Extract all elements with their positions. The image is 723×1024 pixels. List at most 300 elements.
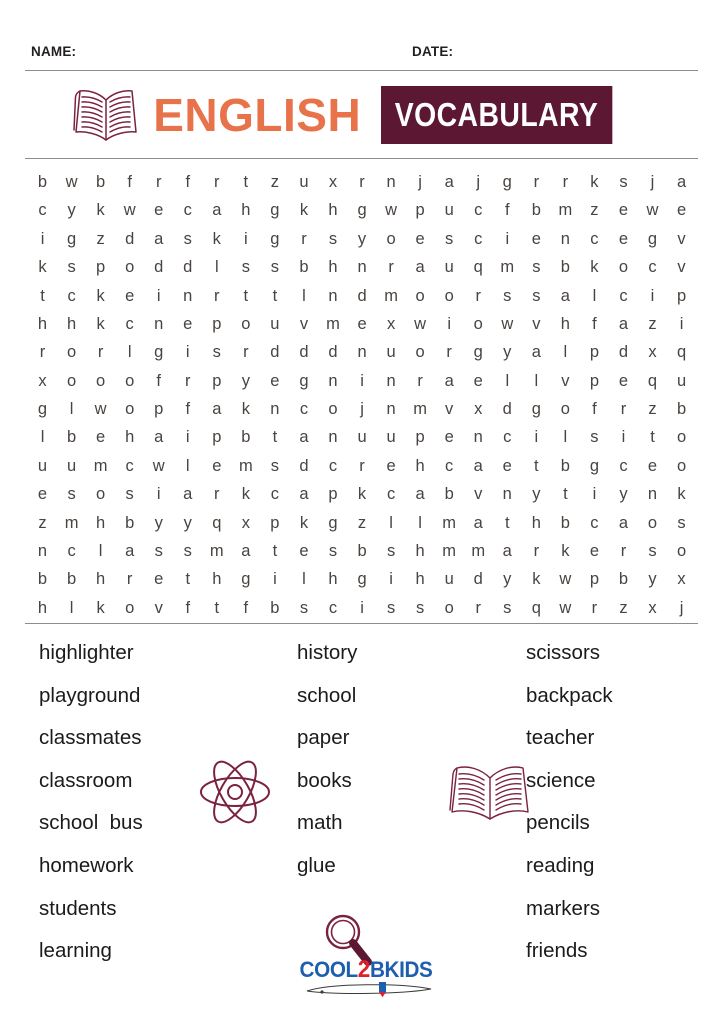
grid-letter[interactable]: t — [243, 286, 249, 305]
grid-letter[interactable]: u — [357, 428, 367, 447]
grid-letter[interactable]: t — [185, 570, 191, 589]
grid-letter[interactable]: c — [474, 229, 483, 248]
grid-letter[interactable]: g — [647, 229, 658, 248]
grid-letter[interactable]: r — [126, 570, 133, 589]
grid-letter[interactable]: o — [241, 314, 251, 333]
grid-letter[interactable]: o — [125, 598, 135, 617]
grid-letter[interactable]: m — [209, 542, 224, 561]
grid-letter[interactable]: r — [620, 400, 627, 419]
grid-letter[interactable]: l — [214, 258, 219, 277]
grid-letter[interactable]: m — [500, 258, 515, 277]
grid-letter[interactable]: r — [39, 343, 46, 362]
grid-letter[interactable]: d — [154, 258, 164, 277]
grid-letter[interactable]: z — [648, 400, 657, 419]
grid-letter[interactable]: e — [618, 229, 629, 248]
grid-letter[interactable]: z — [357, 513, 367, 532]
grid-letter[interactable]: p — [212, 314, 222, 333]
grid-letter[interactable]: t — [563, 485, 568, 504]
grid-letter[interactable]: s — [270, 456, 280, 475]
grid-letter[interactable]: h — [96, 570, 106, 589]
grid-letter[interactable]: a — [299, 428, 309, 447]
grid-letter[interactable]: x — [474, 400, 483, 419]
grid-letter[interactable]: o — [415, 286, 425, 305]
grid-letter[interactable]: c — [125, 456, 134, 475]
grid-letter[interactable]: s — [125, 485, 134, 504]
grid-letter[interactable]: x — [38, 371, 47, 390]
grid-letter[interactable]: w — [559, 598, 572, 617]
word-list-item[interactable]: math — [297, 811, 343, 835]
grid-letter[interactable]: r — [562, 172, 569, 191]
word-list-item[interactable]: homework — [39, 853, 134, 877]
grid-letter[interactable]: b — [531, 201, 541, 220]
grid-letter[interactable]: b — [299, 258, 309, 277]
grid-letter[interactable]: o — [618, 258, 629, 277]
grid-letter[interactable]: o — [415, 343, 425, 362]
grid-letter[interactable]: f — [185, 400, 191, 419]
grid-letter[interactable]: s — [386, 542, 396, 561]
grid-letter[interactable]: h — [66, 314, 77, 333]
grid-letter[interactable]: w — [559, 570, 572, 589]
grid-letter[interactable]: s — [416, 598, 425, 617]
grid-letter[interactable]: q — [676, 343, 687, 362]
grid-letter[interactable]: b — [96, 172, 106, 191]
grid-letter[interactable]: x — [677, 570, 686, 589]
word-list-item[interactable]: pencils — [526, 811, 590, 835]
grid-letter[interactable]: l — [98, 542, 103, 561]
grid-letter[interactable]: o — [125, 400, 135, 419]
grid-letter[interactable]: b — [37, 172, 48, 191]
grid-letter[interactable]: x — [648, 598, 657, 617]
word-list-item[interactable]: school bus — [39, 811, 143, 835]
grid-letter[interactable]: i — [592, 485, 597, 504]
grid-letter[interactable]: t — [272, 542, 278, 561]
grid-letter[interactable]: l — [302, 286, 306, 305]
grid-letter[interactable]: g — [502, 172, 512, 191]
grid-letter[interactable]: m — [326, 314, 340, 333]
grid-letter[interactable]: b — [357, 542, 367, 561]
grid-letter[interactable]: s — [503, 598, 512, 617]
grid-letter[interactable]: e — [386, 456, 396, 475]
grid-letter[interactable]: q — [647, 371, 658, 390]
grid-letter[interactable]: k — [96, 314, 105, 333]
grid-letter[interactable]: l — [389, 513, 393, 532]
grid-letter[interactable]: c — [445, 456, 454, 475]
grid-letter[interactable]: l — [592, 286, 597, 305]
grid-letter[interactable]: y — [619, 485, 628, 504]
grid-letter[interactable]: r — [155, 172, 162, 191]
grid-letter[interactable]: e — [444, 428, 454, 447]
word-list-item[interactable]: classmates — [39, 726, 142, 750]
grid-letter[interactable]: j — [476, 172, 481, 191]
grid-letter[interactable]: v — [561, 371, 570, 390]
grid-letter[interactable]: s — [270, 258, 280, 277]
grid-letter[interactable]: k — [96, 286, 105, 305]
grid-letter[interactable]: f — [504, 201, 510, 220]
word-list-item[interactable]: history — [297, 641, 358, 664]
grid-letter[interactable]: x — [648, 343, 657, 362]
grid-letter[interactable]: c — [38, 201, 47, 220]
grid-letter[interactable]: a — [531, 343, 541, 362]
grid-letter[interactable]: l — [127, 343, 132, 362]
grid-letter[interactable]: d — [618, 343, 629, 362]
grid-letter[interactable]: a — [444, 172, 454, 191]
grid-letter[interactable]: h — [37, 314, 48, 333]
grid-letter[interactable]: y — [67, 201, 76, 220]
grid-letter[interactable]: y — [503, 570, 512, 589]
grid-letter[interactable]: c — [386, 485, 396, 504]
grid-letter[interactable]: w — [646, 201, 659, 220]
grid-letter[interactable]: a — [212, 400, 222, 419]
grid-letter[interactable]: h — [241, 201, 251, 220]
grid-letter[interactable]: u — [37, 456, 48, 475]
grid-letter[interactable]: a — [241, 542, 251, 561]
grid-letter[interactable]: b — [37, 570, 48, 589]
grid-letter[interactable]: s — [183, 229, 192, 248]
grid-letter[interactable]: g — [66, 229, 77, 248]
grid-letter[interactable]: h — [328, 570, 338, 589]
grid-letter[interactable]: a — [676, 172, 687, 191]
grid-letter[interactable]: s — [154, 542, 163, 561]
grid-letter[interactable]: i — [244, 229, 248, 248]
grid-letter[interactable]: c — [619, 456, 628, 475]
grid-letter[interactable]: y — [154, 513, 163, 532]
grid-letter[interactable]: h — [328, 201, 338, 220]
grid-letter[interactable]: c — [328, 598, 338, 617]
grid-letter[interactable]: i — [650, 286, 655, 305]
grid-letter[interactable]: d — [183, 258, 193, 277]
grid-letter[interactable]: r — [446, 343, 452, 362]
grid-letter[interactable]: s — [241, 258, 250, 277]
grid-letter[interactable]: p — [589, 343, 599, 362]
grid-letter[interactable]: n — [560, 229, 570, 248]
grid-letter[interactable]: f — [243, 598, 249, 617]
grid-letter[interactable]: n — [357, 343, 367, 362]
grid-letter[interactable]: j — [650, 172, 655, 191]
grid-letter[interactable]: u — [386, 343, 396, 362]
grid-letter[interactable]: m — [413, 400, 427, 419]
word-list-item[interactable]: highlighter — [39, 641, 134, 664]
grid-letter[interactable]: n — [37, 542, 48, 561]
grid-letter[interactable]: k — [357, 485, 367, 504]
grid-letter[interactable]: i — [185, 428, 190, 447]
grid-letter[interactable]: i — [40, 229, 45, 248]
grid-letter[interactable]: b — [676, 400, 687, 419]
grid-letter[interactable]: c — [67, 286, 76, 305]
grid-letter[interactable]: k — [677, 485, 686, 504]
grid-letter[interactable]: n — [647, 485, 658, 504]
grid-letter[interactable]: n — [328, 428, 338, 447]
grid-letter[interactable]: l — [302, 570, 306, 589]
grid-letter[interactable]: h — [328, 258, 338, 277]
grid-letter[interactable]: i — [447, 314, 452, 333]
grid-letter[interactable]: a — [212, 201, 222, 220]
grid-letter[interactable]: z — [590, 201, 599, 220]
grid-letter[interactable]: d — [473, 570, 483, 589]
grid-letter[interactable]: e — [502, 456, 512, 475]
grid-letter[interactable]: n — [386, 172, 396, 191]
grid-letter[interactable]: b — [125, 513, 135, 532]
grid-letter[interactable]: h — [531, 513, 541, 532]
grid-letter[interactable]: r — [417, 371, 423, 390]
grid-letter[interactable]: g — [270, 201, 280, 220]
grid-letter[interactable]: e — [676, 201, 687, 220]
grid-letter[interactable]: x — [328, 172, 338, 191]
grid-letter[interactable]: n — [328, 371, 338, 390]
grid-letter[interactable]: m — [442, 513, 457, 532]
grid-letter[interactable]: m — [471, 542, 486, 561]
word-list-item[interactable]: classroom — [39, 768, 133, 792]
grid-letter[interactable]: k — [212, 229, 221, 248]
grid-letter[interactable]: g — [473, 343, 483, 362]
grid-letter[interactable]: f — [592, 400, 597, 419]
grid-letter[interactable]: o — [66, 371, 77, 390]
grid-letter[interactable]: s — [328, 229, 338, 248]
grid-letter[interactable]: o — [647, 513, 658, 532]
grid-letter[interactable]: u — [444, 258, 454, 277]
grid-letter[interactable]: u — [270, 314, 280, 333]
grid-letter[interactable]: p — [589, 570, 599, 589]
grid-letter[interactable]: t — [650, 428, 655, 447]
grid-letter[interactable]: u — [299, 172, 309, 191]
grid-letter[interactable]: g — [328, 513, 338, 532]
grid-letter[interactable]: x — [386, 314, 396, 333]
site-logo[interactable] — [291, 958, 441, 1000]
grid-letter[interactable]: p — [96, 258, 106, 277]
grid-letter[interactable]: i — [389, 570, 393, 589]
word-list-item[interactable]: playground — [39, 683, 141, 707]
grid-letter[interactable]: e — [125, 286, 135, 305]
grid-letter[interactable]: e — [183, 314, 193, 333]
grid-letter[interactable]: e — [647, 456, 658, 475]
grid-letter[interactable]: e — [154, 201, 164, 220]
grid-letter[interactable]: m — [93, 456, 108, 475]
grid-letter[interactable]: b — [618, 570, 629, 589]
word-list-item[interactable]: glue — [297, 853, 336, 877]
grid-letter[interactable]: o — [676, 428, 687, 447]
grid-letter[interactable]: f — [185, 598, 191, 617]
grid-letter[interactable]: s — [212, 343, 221, 362]
grid-letter[interactable]: k — [96, 598, 105, 617]
grid-letter[interactable]: h — [96, 513, 106, 532]
word-list-item[interactable]: students — [39, 896, 117, 920]
grid-letter[interactable]: a — [154, 229, 164, 248]
grid-letter[interactable]: v — [474, 485, 483, 504]
grid-letter[interactable]: r — [214, 172, 220, 191]
grid-letter[interactable]: o — [473, 314, 483, 333]
grid-letter[interactable]: j — [360, 400, 364, 419]
grid-letter[interactable]: b — [560, 513, 570, 532]
grid-letter[interactable]: n — [270, 400, 280, 419]
grid-letter[interactable]: o — [328, 400, 338, 419]
grid-letter[interactable]: q — [212, 513, 222, 532]
grid-letter[interactable]: p — [270, 513, 280, 532]
grid-letter[interactable]: c — [590, 513, 599, 532]
grid-letter[interactable]: f — [127, 172, 132, 191]
grid-letter[interactable]: k — [38, 258, 47, 277]
grid-letter[interactable]: v — [677, 258, 686, 277]
grid-letter[interactable]: o — [125, 258, 135, 277]
grid-letter[interactable]: v — [299, 314, 309, 333]
grid-letter[interactable]: e — [37, 485, 48, 504]
grid-letter[interactable]: c — [270, 485, 280, 504]
grid-letter[interactable]: g — [357, 570, 367, 589]
grid-letter[interactable]: n — [473, 428, 483, 447]
grid-letter[interactable]: w — [385, 201, 398, 220]
grid-letter[interactable]: a — [183, 485, 193, 504]
grid-letter[interactable]: o — [444, 286, 454, 305]
word-list-item[interactable]: backpack — [526, 683, 613, 707]
grid-letter[interactable]: f — [185, 172, 191, 191]
grid-letter[interactable]: r — [359, 172, 365, 191]
grid-letter[interactable]: e — [212, 456, 222, 475]
grid-letter[interactable]: a — [473, 456, 483, 475]
grid-letter[interactable]: u — [444, 201, 454, 220]
grid-letter[interactable]: s — [590, 428, 599, 447]
grid-letter[interactable]: g — [270, 229, 280, 248]
grid-letter[interactable]: x — [241, 513, 250, 532]
grid-letter[interactable]: c — [125, 314, 134, 333]
word-list-item[interactable]: teacher — [526, 726, 595, 750]
grid-letter[interactable]: q — [531, 598, 541, 617]
grid-letter[interactable]: r — [533, 172, 540, 191]
grid-letter[interactable]: g — [531, 400, 541, 419]
grid-letter[interactable]: s — [677, 513, 686, 532]
grid-letter[interactable]: d — [270, 343, 280, 362]
grid-letter[interactable]: e — [473, 371, 483, 390]
grid-letter[interactable]: y — [183, 513, 192, 532]
grid-letter[interactable]: u — [676, 371, 687, 390]
grid-letter[interactable]: s — [386, 598, 396, 617]
grid-letter[interactable]: u — [66, 456, 77, 475]
grid-letter[interactable]: h — [37, 598, 48, 617]
grid-letter[interactable]: m — [442, 542, 457, 561]
grid-letter[interactable]: a — [444, 371, 454, 390]
grid-letter[interactable]: o — [676, 542, 687, 561]
grid-letter[interactable]: r — [359, 456, 365, 475]
grid-letter[interactable]: r — [620, 542, 627, 561]
grid-letter[interactable]: p — [328, 485, 338, 504]
word-list-item[interactable]: reading — [526, 853, 595, 877]
grid-letter[interactable]: y — [241, 371, 250, 390]
grid-letter[interactable]: w — [501, 314, 514, 333]
grid-letter[interactable]: i — [621, 428, 626, 447]
word-list-item[interactable]: science — [526, 768, 596, 792]
word-list-item[interactable]: books — [297, 768, 352, 792]
grid-letter[interactable]: t — [272, 286, 278, 305]
grid-letter[interactable]: m — [238, 456, 253, 475]
grid-letter[interactable]: i — [185, 343, 190, 362]
grid-letter[interactable]: r — [214, 286, 220, 305]
grid-letter[interactable]: t — [243, 172, 249, 191]
grid-letter[interactable]: w — [414, 314, 427, 333]
grid-letter[interactable]: r — [388, 258, 394, 277]
grid-letter[interactable]: e — [618, 201, 629, 220]
grid-letter[interactable]: c — [619, 286, 628, 305]
grid-letter[interactable]: l — [534, 371, 539, 390]
grid-letter[interactable]: o — [560, 400, 570, 419]
grid-letter[interactable]: v — [445, 400, 454, 419]
grid-letter[interactable]: z — [38, 513, 47, 532]
grid-letter[interactable]: u — [386, 428, 396, 447]
grid-letter[interactable]: a — [618, 513, 629, 532]
grid-letter[interactable]: s — [67, 258, 76, 277]
grid-letter[interactable]: k — [590, 172, 599, 191]
grid-letter[interactable]: c — [590, 229, 599, 248]
word-list-item[interactable]: school — [297, 683, 357, 707]
grid-letter[interactable]: a — [125, 542, 135, 561]
grid-letter[interactable]: s — [532, 286, 541, 305]
grid-letter[interactable]: a — [415, 485, 425, 504]
grid-letter[interactable]: i — [505, 229, 510, 248]
grid-letter[interactable]: o — [125, 371, 135, 390]
grid-letter[interactable]: e — [618, 371, 629, 390]
grid-letter[interactable]: u — [444, 570, 454, 589]
grid-letter[interactable]: l — [418, 513, 422, 532]
grid-letter[interactable]: w — [94, 400, 107, 419]
grid-letter[interactable]: c — [183, 201, 192, 220]
grid-letter[interactable]: g — [154, 343, 164, 362]
grid-letter[interactable]: e — [531, 229, 541, 248]
grid-letter[interactable]: b — [560, 258, 570, 277]
grid-letter[interactable]: d — [299, 456, 309, 475]
grid-letter[interactable]: r — [475, 286, 481, 305]
grid-letter[interactable]: d — [328, 343, 338, 362]
grid-letter[interactable]: t — [504, 513, 510, 532]
grid-letter[interactable]: i — [534, 428, 539, 447]
grid-letter[interactable]: i — [679, 314, 684, 333]
grid-letter[interactable]: l — [69, 400, 74, 419]
grid-letter[interactable]: h — [125, 428, 135, 447]
grid-letter[interactable]: r — [301, 229, 307, 248]
grid-letter[interactable]: a — [618, 314, 629, 333]
grid-letter[interactable]: o — [386, 229, 396, 248]
grid-letter[interactable]: h — [415, 570, 425, 589]
grid-letter[interactable]: l — [185, 456, 190, 475]
grid-letter[interactable]: l — [69, 598, 74, 617]
grid-letter[interactable]: t — [40, 286, 45, 305]
grid-letter[interactable]: s — [299, 598, 309, 617]
grid-letter[interactable]: z — [648, 314, 657, 333]
grid-letter[interactable]: h — [415, 542, 425, 561]
grid-letter[interactable]: v — [677, 229, 686, 248]
grid-letter[interactable]: i — [156, 485, 161, 504]
grid-letter[interactable]: h — [415, 456, 425, 475]
grid-letter[interactable]: p — [415, 428, 425, 447]
grid-letter[interactable]: z — [96, 229, 105, 248]
grid-letter[interactable]: i — [156, 286, 161, 305]
grid-letter[interactable]: t — [214, 598, 220, 617]
grid-letter[interactable]: c — [503, 428, 512, 447]
grid-letter[interactable]: r — [475, 598, 481, 617]
grid-letter[interactable]: h — [212, 570, 222, 589]
grid-letter[interactable]: a — [502, 542, 512, 561]
grid-letter[interactable]: s — [619, 172, 628, 191]
grid-letter[interactable]: s — [67, 485, 76, 504]
grid-letter[interactable]: c — [328, 456, 338, 475]
grid-letter[interactable]: d — [357, 286, 367, 305]
grid-letter[interactable]: k — [241, 485, 250, 504]
grid-letter[interactable]: k — [299, 201, 309, 220]
grid-letter[interactable]: e — [299, 542, 309, 561]
grid-letter[interactable]: e — [154, 570, 164, 589]
grid-letter[interactable]: e — [270, 371, 280, 390]
grid-letter[interactable]: r — [185, 371, 191, 390]
grid-letter[interactable]: n — [502, 485, 512, 504]
grid-letter[interactable]: j — [418, 172, 422, 191]
grid-letter[interactable]: s — [532, 258, 541, 277]
grid-letter[interactable]: z — [619, 598, 628, 617]
grid-letter[interactable]: l — [563, 428, 568, 447]
